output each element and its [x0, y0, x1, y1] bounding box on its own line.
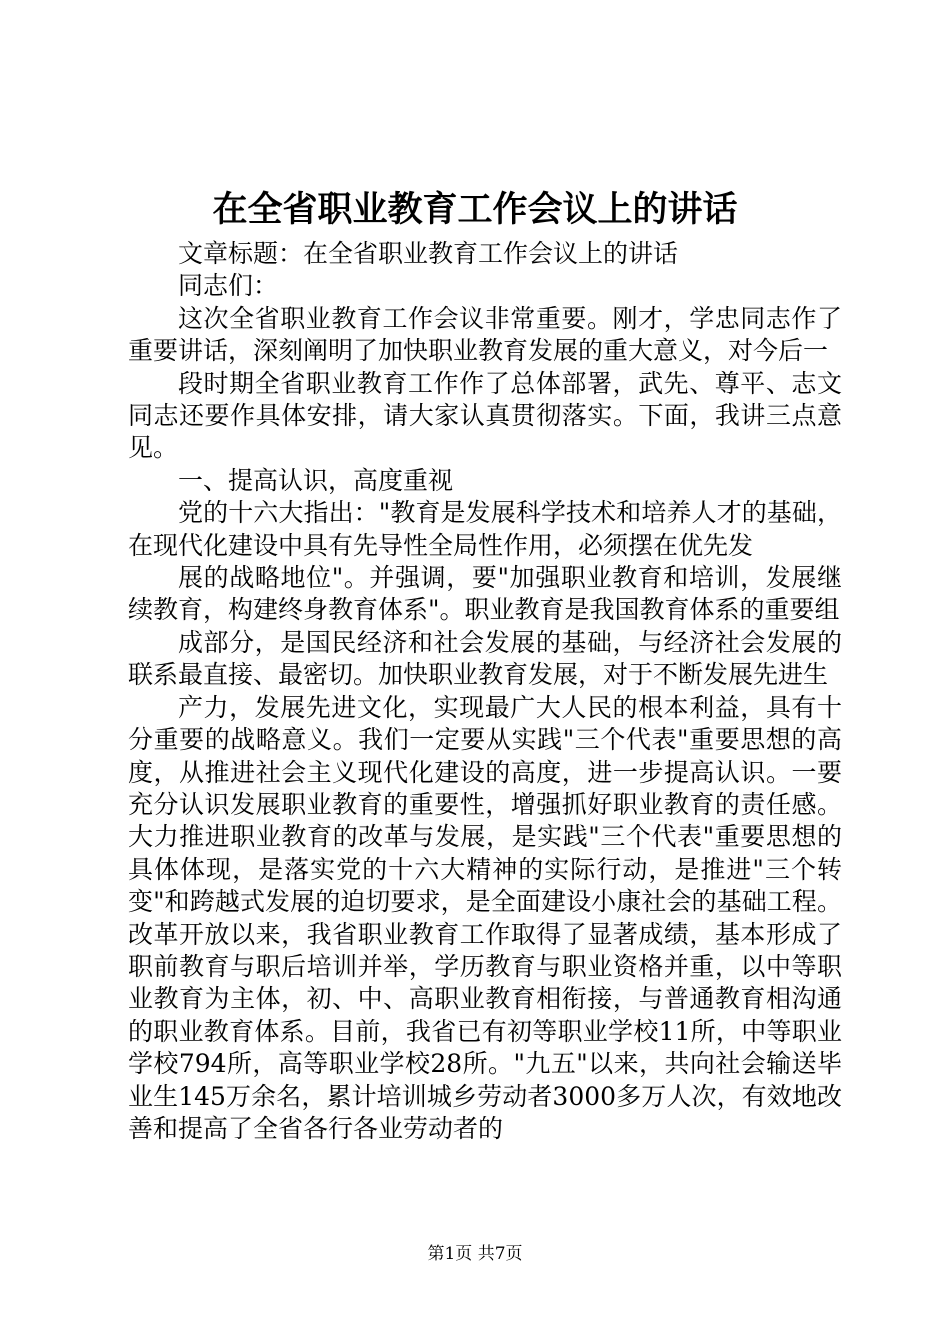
article-title-line: 文章标题：在全省职业教育工作会议上的讲话 [178, 239, 679, 268]
body-paragraph: 成部分，是国民经济和社会发展的基础，与经济社会发展的联系最直接、最密切。加快职业教育发展，对于不断发展先进生 [128, 627, 842, 690]
document-title: 在全省职业教育工作会议上的讲话 [212, 189, 738, 230]
body-paragraph: 这次全省职业教育工作会议非常重要。刚才，学忠同志作了重要讲话，深刻阐明了加快职业教育发展的重大意义，对今后一 [128, 303, 842, 366]
salutation: 同志们： [178, 271, 279, 301]
body-paragraph: 党的十六大指出："教育是发展科学技术和培养人才的基础，在现代化建设中具有先导性全局性作用，必须摆在优先发 [128, 498, 842, 560]
document-body [128, 238, 842, 1145]
body-paragraph: 展的战略地位"。并强调，要"加强职业教育和培训，发展继续教育，构建终身教育体系"。职业教育是我国教育体系的重要组 [128, 563, 842, 625]
section-heading: 一、提高认识，高度重视 [178, 465, 454, 495]
body-paragraph: 产力，发展先进文化，实现最广大人民的根本利益，具有十分重要的战略意义。我们一定要从实践"三个代表"重要思想的高度，从推进社会主义现代化建设的高度，进一步提高认识。一要充分认识发展职业教育的重要性，增强抓好职业教育的责任感。大力推进职业教育的改革与发展，是实践"三个代表"重要思想的具体体现，是落实党的十六大精神的实际行动，是推进"三个转变"和跨越式发展的迫切要求，是全面建设小康社会的基础工程。改革开放以来，我省职业教育工作取得了显著成绩，基本形成了职前教育与职后培训并举，学历教育与职业资格并重，以中等职业教育为主体，初、中、高职业教育相衔接，与普通教育相沟通的职业教育体系。目前，我省已有初等职业学校11所，中等职业学校794所，高等职业学校28所。"九五"以来，共向社会输送毕业生145万余名，累计培训城乡劳动者3000多万人次，有效地改善和提高了全省各行各业劳动者的 [128, 692, 842, 1143]
page-number-footer: 第1页 共7页 [427, 1244, 523, 1264]
body-paragraph: 段时期全省职业教育工作作了总体部署，武先、尊平、志文同志还要作具体安排，请大家认真贯彻落实。下面，我讲三点意见。 [128, 368, 842, 463]
